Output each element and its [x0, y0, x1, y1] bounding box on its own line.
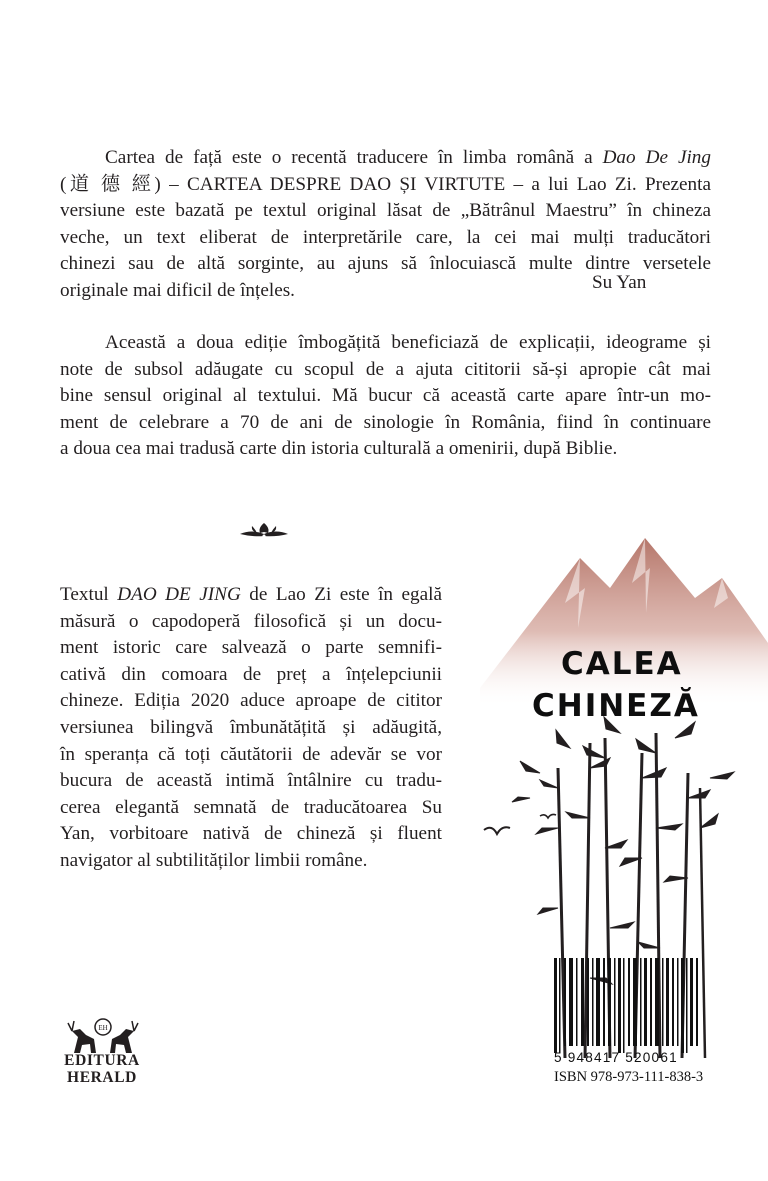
text-run: cerea elegantă semnată de traducătoarea Su [60, 796, 442, 818]
text-line [60, 383, 711, 410]
text-line [60, 145, 711, 172]
text-run: bine sensul original al textului. Mă bucur că această carte apare într-un mo- [60, 385, 711, 407]
text-run: măsură o capodoperă filosofică și un docu- [60, 610, 442, 632]
text-line [60, 410, 711, 437]
text-line [60, 662, 442, 689]
publisher-name [59, 1052, 145, 1086]
second-edition-paragraph [60, 330, 711, 463]
text-run: Această a doua ediție îmbogățită beneficiază de explicații, ideograme și [105, 332, 711, 353]
text-line [60, 848, 442, 875]
text-run: ment istoric care salvează o parte semnifi- [60, 637, 442, 659]
text-line [60, 357, 711, 384]
text-line [60, 172, 711, 199]
text-line [60, 225, 711, 252]
svg-text:EH: EH [98, 1024, 108, 1032]
text-line [60, 198, 711, 225]
text-run: veche, un text eliberat de interpretările care, la cei mai mulți traducători [60, 226, 711, 248]
text-run: navigator al subtilităților limbii române. [60, 849, 368, 871]
text-line [60, 635, 442, 662]
publisher-line-1: EDITURA [64, 1052, 140, 1069]
barcode-icon [554, 958, 698, 1053]
mountains-icon [480, 538, 768, 708]
isbn: ISBN 978-973-111-838-3 [554, 1069, 704, 1085]
text-run: Textul [60, 584, 118, 605]
italic-title: Dao De Jing [602, 147, 711, 168]
text-run: cativă din comoara de preț a înțelepciunii [60, 663, 442, 685]
lotus-ornament-icon [238, 520, 290, 542]
text-run: versiunea bilingvă îmbunătățită și adăugită, [60, 716, 442, 738]
text-line [60, 821, 442, 848]
signature: Su Yan [592, 272, 647, 293]
text-run: ment de celebrare a 70 de ani de sinologie în România, fiind în continuare [60, 411, 711, 433]
text-line [60, 768, 442, 795]
text-run: versiune este bazată pe textul original lăsat de „Bătrânul Maestru” în chineza [60, 200, 711, 222]
text-line [60, 688, 442, 715]
text-line [60, 795, 442, 822]
text-run: (道 德 經) – CARTEA DESPRE DAO ȘI VIRTUTE – a lui Lao Zi. Prezenta [60, 173, 711, 195]
text-line [60, 609, 442, 636]
cover-artwork [460, 528, 768, 1088]
blurb-paragraph [60, 582, 442, 875]
publisher-line-2: HERALD [67, 1069, 137, 1086]
series-title-line-1: CALEA [561, 646, 683, 682]
text-run: a doua cea mai tradusă carte din istoria culturală a omenirii, după Biblie. [60, 438, 618, 460]
text-line [60, 742, 442, 769]
text-line [60, 436, 711, 463]
text-line [60, 715, 442, 742]
text-run: originale mai dificil de înțeles. [60, 279, 295, 301]
text-run: în speranța că toți căutătorii de adevăr se vor [60, 743, 442, 765]
text-line [60, 330, 711, 357]
text-line [60, 582, 442, 609]
barcode-digits: 5 948417 520061 [554, 1050, 678, 1065]
text-run: note de subsol adăugate cu scopul de a ajuta cititorii să-și apropie cât mai [60, 358, 711, 380]
series-title-line-2: CHINEZĂ [532, 688, 700, 724]
text-run: bucura de această intimă întâlnire cu tradu- [60, 770, 442, 792]
text-run: chinezi sau de altă sorginte, au ajuns să înlocuiască multe dintre versetele [60, 253, 711, 275]
twin-deer-crest-icon [60, 1015, 146, 1055]
italic-title: DAO DE JING [117, 584, 241, 605]
text-run: Cartea de față este o recentă traducere în limba română a [105, 147, 603, 168]
text-run: de Lao Zi este în egală [240, 584, 442, 605]
text-run: chineze. Ediția 2020 aduce aproape de cititor [60, 690, 442, 712]
text-run: Yan, vorbitoare nativă de chineză și fluent [60, 823, 442, 845]
